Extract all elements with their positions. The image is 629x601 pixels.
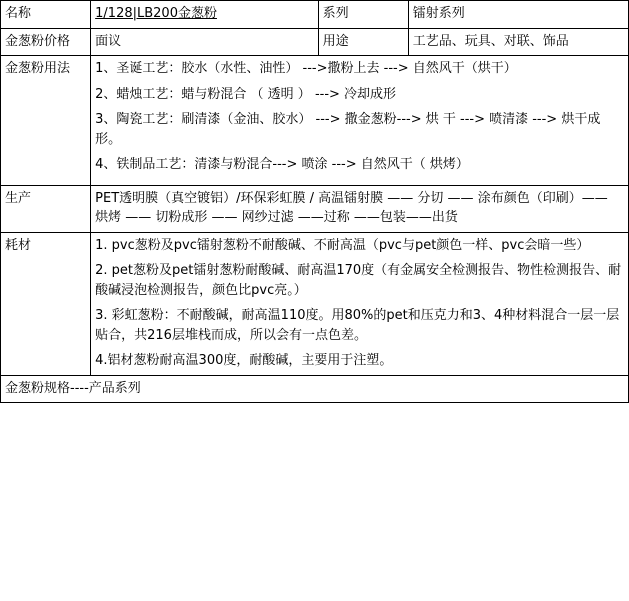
cell-label-price: 金葱粉价格 xyxy=(1,28,91,56)
cell-value-production: PET透明膜（真空镀铝）/环保彩虹膜 / 高温镭射膜 —— 分切 —— 涂布颜色（印刷）—— 烘烤 —— 切粉成形 —— 网纱过滤 ——过称 ——包装——出货 xyxy=(91,185,629,232)
material-line: 4.铝材葱粉耐高温300度，耐酸碱，主要用于注塑。 xyxy=(95,353,393,368)
table-row xyxy=(1,28,629,56)
cell-footer-spec: 金葱粉规格----产品系列 xyxy=(1,375,629,403)
usage-line: 4、铁制品工艺：清漆与粉混合---> 喷涂 ---> 自然风干（ 烘烤） xyxy=(95,157,469,172)
table-row xyxy=(1,1,629,29)
table-row-material xyxy=(1,232,629,375)
table-row-usage xyxy=(1,56,629,186)
material-line: 1. pvc葱粉及pvc镭射葱粉不耐酸碱、不耐高温（pvc与pet颜色一样、pvc会暗一些） xyxy=(95,237,590,253)
cell-value-name xyxy=(91,1,318,29)
material-line: 2. pet葱粉及pet镭射葱粉耐酸碱、耐高温170度（有金属安全检测报告、物性检测报告、耐酸碱浸泡检测报告，颜色比pvc亮。） xyxy=(95,263,622,298)
material-line: 3. 彩虹葱粉：不耐酸碱，耐高温110度。用80%的pet和压克力和3、4种材料混合一层一层贴合，共216层堆栈而成，所以会有一点色差。 xyxy=(95,308,620,343)
cell-value-price: 面议 xyxy=(91,28,318,56)
table-row-production xyxy=(1,185,629,232)
cell-label-production: 生产 xyxy=(1,185,91,232)
cell-label-name: 名称 xyxy=(1,1,91,29)
cell-label-series: 系列 xyxy=(318,1,408,29)
product-name-text: 1/128|LB200金葱粉 xyxy=(95,6,217,21)
cell-value-usage xyxy=(91,56,629,186)
table-row-footer xyxy=(1,375,629,403)
cell-label-usage-purpose: 用途 xyxy=(318,28,408,56)
cell-label-usage: 金葱粉用法 xyxy=(1,56,91,186)
usage-line: 2、蜡烛工艺：蜡与粉混合 （ 透明 ） ---> 冷却成形 xyxy=(95,86,397,102)
usage-line: 1、圣诞工艺：胶水（水性、油性） --->撒粉上去 ---> 自然风干（烘干） xyxy=(95,61,517,76)
cell-value-material xyxy=(91,232,629,375)
usage-line: 3、陶瓷工艺：刷清漆（金油、胶水） ---> 撒金葱粉---> 烘 干 ---> 喷清漆 ---> 烘干成形。 xyxy=(95,112,601,147)
cell-value-usage-purpose: 工艺品、玩具、对联、饰品 xyxy=(408,28,628,56)
cell-value-series: 镭射系列 xyxy=(408,1,628,29)
cell-label-material: 耗材 xyxy=(1,232,91,375)
